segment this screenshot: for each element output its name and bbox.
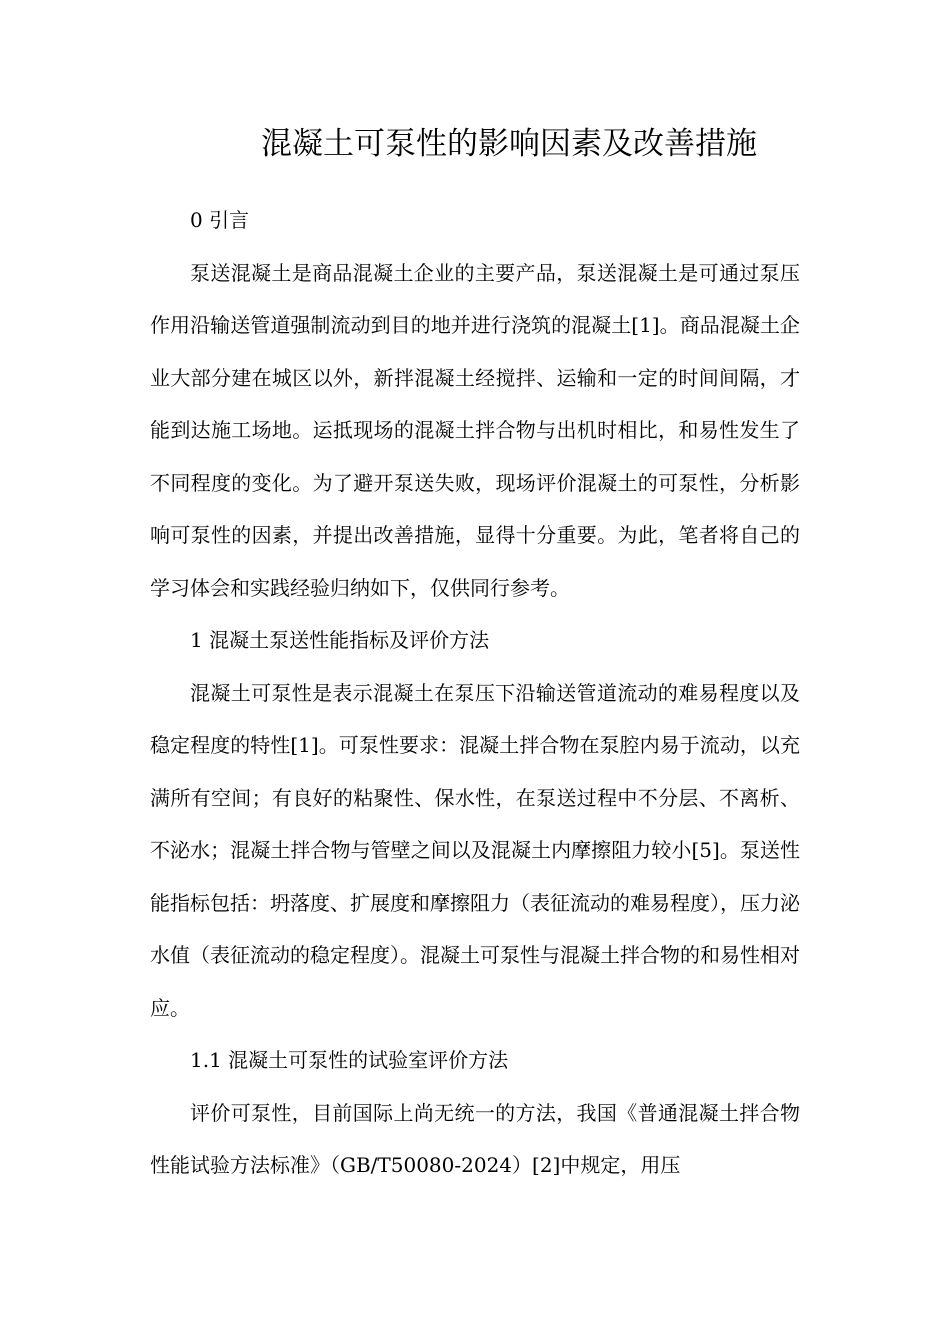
document-body xyxy=(150,194,800,1192)
paragraph-introduction: 泵送混凝土是商品混凝土企业的主要产品，泵送混凝土是可通过泵压作用沿输送管道强制流动到目的地并进行浇筑的混凝土[1]。商品混凝土企业大部分建在城区以外，新拌混凝土经搅拌、运输和一定的时间间隔，才能到达施工场地。运抵现场的混凝土拌合物与出机时相比，和易性发生了不同程度的变化。为了避开泵送失败，现场评价混凝土的可泵性，分析影响可泵性的因素，并提出改善措施，显得十分重要。为此，笔者将自己的学习体会和实践经验归纳如下，仅供同行参考。 xyxy=(150,260,800,600)
section-heading-lab-evaluation: 1.1 混凝土可泵性的试验室评价方法 xyxy=(190,1048,509,1072)
section-heading-introduction: 0 引言 xyxy=(190,208,250,232)
document-title: 混凝土可泵性的影响因素及改善措施 xyxy=(261,126,757,162)
section-heading-pumping-indicators: 1 混凝土泵送性能指标及评价方法 xyxy=(190,628,490,652)
paragraph-pumpability-definition: 混凝土可泵性是表示混凝土在泵压下沿输送管道流动的难易程度以及稳定程度的特性[1]。可泵性要求：混凝土拌合物在泵腔内易于流动，以充满所有空间；有良好的粘聚性、保水性，在泵送过程中不分层、不离析、不泌水；混凝土拌合物与管壁之间以及混凝土内摩擦阻力较小[5]。泵送性能指标包括：坍落度、扩展度和摩擦阻力（表征流动的难易程度），压力泌水值（表征流动的稳定程度）。混凝土可泵性与混凝土拌合物的和易性相对应。 xyxy=(150,680,800,1020)
paragraph-lab-evaluation: 评价可泵性，目前国际上尚无统一的方法，我国《普通混凝土拌合物性能试验方法标准》（GB/T50080-2024）[2]中规定，用压 xyxy=(150,1100,800,1177)
